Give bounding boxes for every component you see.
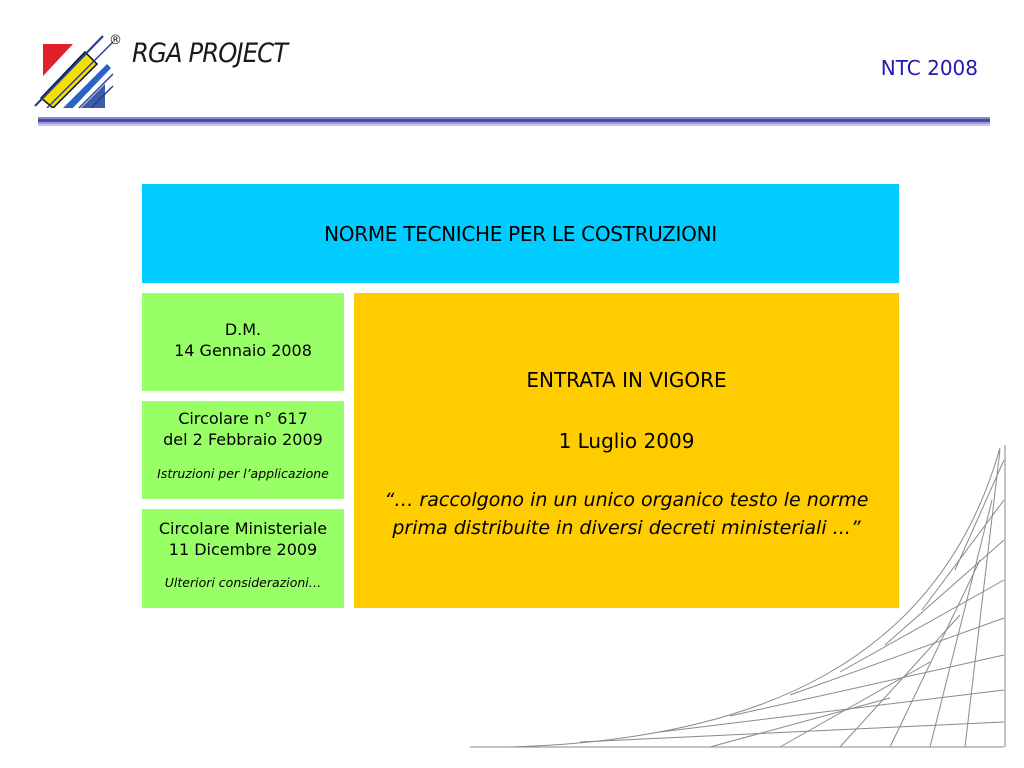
registered-mark: ® bbox=[109, 33, 122, 48]
quote-line-1: “… raccolgono in un unico organico testo le norme bbox=[384, 489, 869, 511]
circolare-617-note: Istruzioni per l’applicazione bbox=[157, 466, 329, 481]
circolare-617-title: Circolare n° 617 bbox=[178, 409, 308, 428]
decorative-grid-curve bbox=[460, 440, 1024, 768]
page-title: NORME TECNICHE PER LE COSTRUZIONI bbox=[324, 221, 717, 246]
entrata-in-vigore-title: ENTRATA IN VIGORE bbox=[526, 368, 727, 392]
header-divider bbox=[38, 117, 990, 127]
circolare-ministeriale-title: Circolare Ministeriale bbox=[158, 519, 328, 538]
circolare-ministeriale-note: Ulteriori considerazioni… bbox=[164, 575, 322, 590]
title-box bbox=[142, 184, 899, 283]
dm-date: 14 Gennaio 2008 bbox=[174, 341, 312, 360]
dm-label: D.M. bbox=[224, 320, 262, 339]
dm-box bbox=[142, 293, 344, 391]
circolare-617-box bbox=[142, 401, 344, 499]
circolare-ministeriale-box bbox=[142, 509, 344, 608]
rga-logo-icon bbox=[33, 34, 115, 108]
quote-line-2: prima distribuite in diversi decreti ministeriali ...” bbox=[392, 517, 861, 539]
circolare-ministeriale-date: 11 Dicembre 2009 bbox=[168, 540, 318, 559]
circolare-617-date: del 2 Febbraio 2009 bbox=[163, 430, 323, 449]
entrata-in-vigore-date: 1 Luglio 2009 bbox=[558, 429, 695, 453]
brand-name: RGA PROJECT bbox=[132, 38, 288, 69]
slide-label: NTC 2008 bbox=[880, 56, 978, 80]
